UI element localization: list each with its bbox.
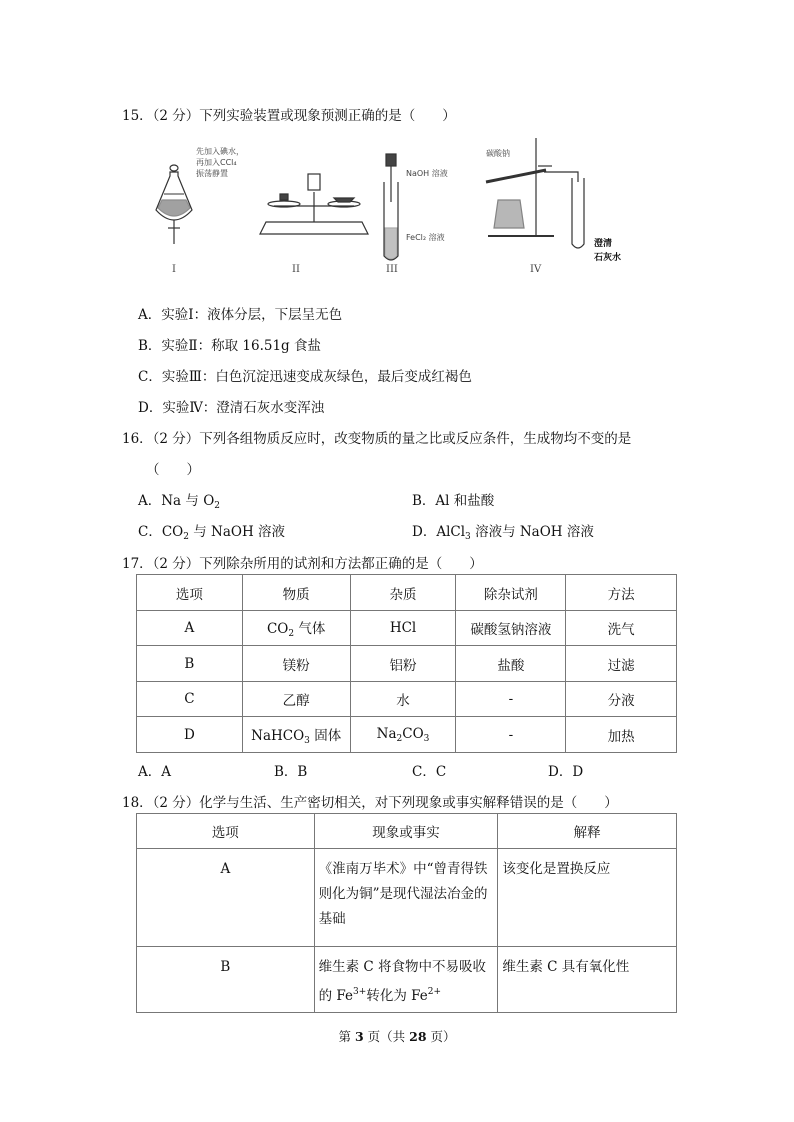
balance-drawing — [260, 174, 368, 234]
footer-text: 页（共 — [363, 1029, 410, 1044]
cell-sub: 2 — [288, 629, 295, 639]
table-header-row — [137, 575, 677, 611]
reagent-cell: - — [456, 717, 566, 753]
header-cell: 解释 — [498, 814, 677, 849]
q16-d-text2: 溶液与 NaOH 溶液 — [470, 524, 594, 540]
impurity-cell: 水 — [350, 682, 456, 717]
fig-limewater-label-2: 石灰水 — [594, 253, 622, 263]
cell-sup: 3+ — [353, 987, 367, 997]
cell-text: CO — [266, 621, 289, 637]
fig-naoh-label: NaOH 溶液 — [406, 169, 448, 178]
substance-cell — [242, 611, 350, 646]
fig-fecl2-label: FeCl₂ 溶液 — [406, 233, 445, 242]
q17-answer-a: A．A — [138, 764, 171, 780]
q16-option-c — [138, 520, 285, 542]
header-cell: 选项 — [137, 575, 243, 611]
table-header-row — [137, 814, 677, 849]
footer-text: 第 — [338, 1029, 355, 1044]
q16-d-sub: 3 — [465, 532, 471, 542]
q15-option-c: C．实验Ⅲ：白色沉淀迅速变成灰绿色，最后变成红褐色 — [138, 369, 472, 385]
q16-c-sub: 2 — [183, 532, 189, 542]
option-cell: B — [137, 646, 243, 682]
option-cell: C — [137, 682, 243, 717]
test-tube-drawing — [384, 154, 398, 260]
cell-text: 固体 — [309, 727, 342, 744]
table-row — [137, 717, 677, 753]
explain-cell: 该变化是置换反应 — [498, 849, 677, 947]
option-cell: D — [137, 717, 243, 753]
q17-table — [136, 574, 677, 753]
q16-c-text: C．CO — [138, 524, 184, 540]
cell-text: 气体 — [294, 621, 326, 637]
cell-sub: 3 — [304, 735, 310, 746]
impurity-cell: HCl — [350, 611, 456, 646]
cell-sub: 2 — [396, 733, 403, 744]
fig-roman-1: I — [172, 264, 176, 275]
q16-stem: 16．（2 分）下列各组物质反应时，改变物质的量之比或反应条件，生成物均不变的是 — [122, 431, 632, 447]
q17-answer-d: D．D — [548, 764, 584, 780]
footer-text: 页） — [426, 1029, 456, 1044]
fact-cell: 《淮南万毕术》中“曾青得铁则化为铜”是现代湿法冶金的基础 — [314, 849, 498, 947]
option-cell: A — [137, 849, 315, 947]
fig-na2co3-label: 碳酸钠 — [486, 149, 510, 158]
cell-text: 维生素 C 将食物中不易吸收的 Fe — [318, 959, 487, 1004]
footer-page-number: 3 — [354, 1029, 364, 1044]
table-row — [137, 947, 677, 1013]
q16-a-text: A．Na 与 O — [138, 493, 215, 509]
cell-sup: 2+ — [427, 987, 442, 997]
q17-answer-b: B．B — [274, 764, 308, 780]
fig-roman-4: IV — [530, 264, 542, 275]
cell-text: 转化为 Fe — [366, 988, 428, 1004]
fact-cell — [314, 947, 498, 1013]
q17-answer-c: C．C — [412, 764, 447, 780]
impurity-cell: 铝粉 — [350, 646, 456, 682]
table-row — [137, 611, 677, 646]
method-cell: 分液 — [566, 682, 677, 717]
q16-c-text2: 与 NaOH 溶液 — [188, 524, 286, 540]
method-cell: 洗气 — [566, 611, 677, 646]
substance-cell: 镁粉 — [242, 646, 350, 682]
q16-d-text: D．AlCl — [412, 524, 466, 540]
fig-roman-3: III — [386, 264, 398, 275]
fig-note-3: 振荡静置 — [196, 169, 228, 178]
impurity-cell — [350, 717, 456, 753]
cell-text: Na — [376, 725, 397, 742]
method-cell: 加热 — [566, 717, 677, 753]
cell-text: NaHCO — [251, 727, 305, 744]
header-cell: 杂质 — [350, 575, 456, 611]
q17-stem: 17．（2 分）下列除杂所用的试剂和方法都正确的是（ ） — [122, 556, 483, 572]
table-row — [137, 849, 677, 947]
q15-option-a: A．实验Ⅰ：液体分层，下层呈无色 — [138, 307, 343, 323]
substance-cell — [242, 717, 350, 753]
method-cell: 过滤 — [566, 646, 677, 682]
option-cell: B — [137, 947, 315, 1013]
fig-limewater-label-1: 澄清 — [594, 239, 613, 249]
explain-cell: 维生素 C 具有氧化性 — [498, 947, 677, 1013]
fig-roman-2: II — [292, 264, 300, 275]
header-cell: 现象或事实 — [314, 814, 498, 849]
option-cell: A — [137, 611, 243, 646]
q15-option-d: D．实验Ⅳ：澄清石灰水变浑浊 — [138, 400, 325, 416]
q18-stem: 18．（2 分）化学与生活、生产密切相关，对下列现象或事实解释错误的是（ ） — [122, 795, 618, 811]
q16-option-b: B．Al 和盐酸 — [412, 493, 495, 509]
q15-apparatus-figure — [148, 132, 628, 280]
reagent-cell: 碳酸氢钠溶液 — [456, 611, 566, 646]
q15-option-b: B．实验Ⅱ：称取 16.51g 食盐 — [138, 338, 321, 354]
q16-option-a — [138, 489, 220, 511]
substance-cell: 乙醇 — [242, 682, 350, 717]
reagent-cell: - — [456, 682, 566, 717]
q16-paren: （ ） — [146, 462, 200, 478]
q16-a-sub: 2 — [214, 501, 220, 511]
q16-option-d — [412, 520, 594, 542]
reagent-cell: 盐酸 — [456, 646, 566, 682]
fig-note-1: 先加入碘水， — [196, 147, 244, 156]
q15-stem: 15．（2 分）下列实验装置或现象预测正确的是（ ） — [122, 108, 456, 124]
cell-text: CO — [402, 725, 424, 742]
header-cell: 方法 — [566, 575, 677, 611]
header-cell: 选项 — [137, 814, 315, 849]
fig-note-2: 再加入CCl₄ — [196, 158, 237, 167]
table-row — [137, 646, 677, 682]
q18-table — [136, 813, 677, 1013]
table-row — [137, 682, 677, 717]
header-cell: 除杂试剂 — [456, 575, 566, 611]
footer-total-pages: 28 — [409, 1029, 427, 1044]
header-cell: 物质 — [242, 575, 350, 611]
page-footer — [0, 1027, 794, 1045]
apparatus-illustration — [148, 132, 628, 280]
separatory-funnel-drawing — [156, 165, 192, 244]
cell-sub: 3 — [423, 733, 430, 744]
